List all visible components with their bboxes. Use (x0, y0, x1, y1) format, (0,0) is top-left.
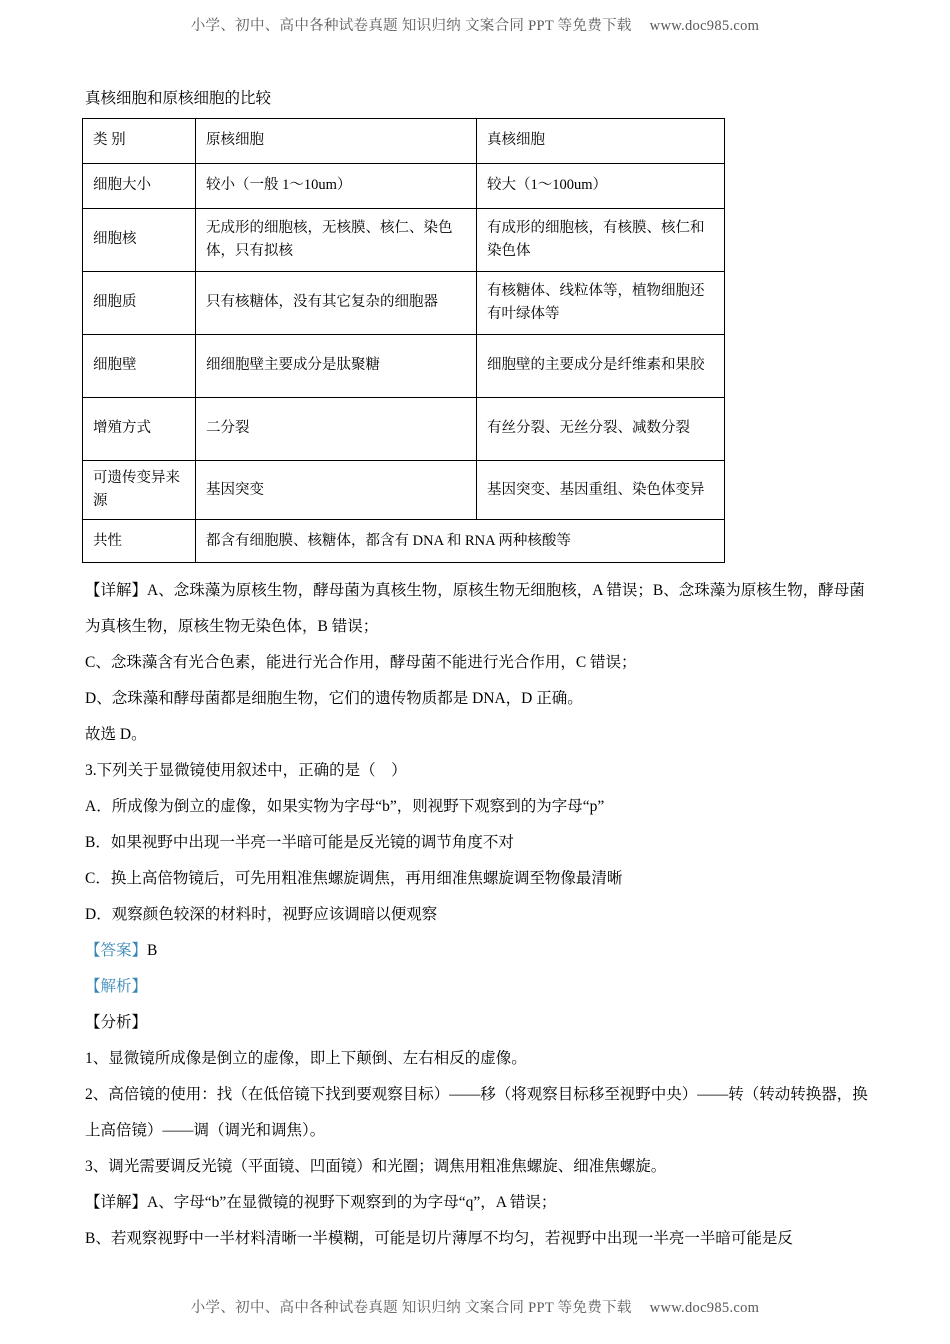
option-d: D．观察颜色较深的材料时，视野应该调暗以便观察 (85, 906, 438, 924)
table-title: 真核细胞和原核细胞的比较 (85, 90, 272, 107)
table-header-row (83, 119, 725, 164)
footer-promo-text: 小学、初中、高中各种试卷真题 知识归纳 文案合同 PPT 等免费下载 (190, 1300, 632, 1316)
option-a: A．所成像为倒立的虚像，如果实物为字母“b”，则视野下观察到的为字母“p” (85, 798, 605, 816)
row-prokaryote: 细细胞壁主要成分是肽聚糖 (196, 335, 477, 398)
row-prokaryote: 二分裂 (196, 398, 477, 461)
row-eukaryote: 较大（1～100um） (477, 164, 725, 209)
row-eukaryote: 有成形的细胞核，有核膜、核仁和染色体 (477, 209, 725, 272)
detail-paragraph-3: B、若观察视野中一半材料清晰一半模糊，可能是切片薄厚不均匀，若视野中出现一半亮一半暗可能是反 (85, 1230, 793, 1248)
row-eukaryote: 基因突变、基因重组、染色体变异 (477, 461, 725, 520)
row-label: 细胞大小 (83, 164, 196, 209)
option-analysis-c: C、念珠藻含有光合色素，能进行光合作用，酵母菌不能进行光合作用，C 错误； (85, 654, 637, 672)
header-promo-text: 小学、初中、高中各种试卷真题 知识归纳 文案合同 PPT 等免费下载 (190, 18, 632, 34)
option-c: C．换上高倍物镜后，可先用粗准焦螺旋调焦，再用细准焦螺旋调至物像最清晰 (85, 870, 623, 888)
page-footer (0, 1296, 950, 1317)
option-analysis-d: D、念珠藻和酵母菌都是细胞生物，它们的遗传物质都是 DNA，D 正确。 (85, 690, 583, 708)
row-label: 细胞壁 (83, 335, 196, 398)
row-label: 细胞质 (83, 272, 196, 335)
question-line: 3.下列关于显微镜使用叙述中，正确的是（ ） (85, 762, 407, 780)
answer-value: B (147, 942, 158, 960)
table-row (83, 398, 725, 461)
analysis-label: 【解析】 (85, 978, 148, 996)
table-row (83, 335, 725, 398)
row-eukaryote: 细胞壁的主要成分是纤维素和果胶 (477, 335, 725, 398)
row-common-value: 都含有细胞膜、核糖体，都含有 DNA 和 RNA 两种核酸等 (196, 520, 725, 563)
cell-comparison-table (82, 118, 725, 563)
row-prokaryote: 只有核糖体，没有其它复杂的细胞器 (196, 272, 477, 335)
table-common-row (83, 520, 725, 563)
answer-line (85, 933, 875, 969)
explanation-section (85, 573, 875, 1257)
analysis-line (85, 969, 875, 1005)
detail-paragraph: 【详解】A、念珠藻为原核生物，酵母菌为真核生物，原核生物无细胞核，A 错误；B、念珠藻为原核生物，酵母菌为真核生物，原核生物无染色体，B 错误； (85, 582, 865, 636)
analysis-point-3: 3、调光需要调反光镜（平面镜、凹面镜）和光圈；调焦用粗准焦螺旋、细准焦螺旋。 (85, 1158, 667, 1176)
answer-label: 【答案】 (85, 942, 148, 960)
table-row (83, 272, 725, 335)
row-prokaryote: 基因突变 (196, 461, 477, 520)
analysis-point-1: 1、显微镜所成像是倒立的虚像，即上下颠倒、左右相反的虚像。 (85, 1050, 527, 1068)
conclusion-line: 故选 D。 (85, 726, 147, 744)
footer-site-url: www.doc985.com (649, 1300, 760, 1316)
row-prokaryote: 无成形的细胞核，无核膜、核仁、染色体，只有拟核 (196, 209, 477, 272)
header-cell-category: 类 别 (83, 119, 196, 164)
header-site-url: www.doc985.com (649, 18, 760, 34)
row-label: 共性 (83, 520, 196, 563)
header-cell-prokaryote: 原核细胞 (196, 119, 477, 164)
analysis-point-2: 2、高倍镜的使用：找（在低倍镜下找到要观察目标）——移（将观察目标移至视野中央）——转（转动转换器，换上高倍镜）——调（调光和调焦）。 (85, 1086, 868, 1140)
row-label: 细胞核 (83, 209, 196, 272)
analysis-heading: 【分析】 (85, 1014, 148, 1032)
header-cell-eukaryote: 真核细胞 (477, 119, 725, 164)
row-eukaryote: 有丝分裂、无丝分裂、减数分裂 (477, 398, 725, 461)
detail-paragraph-2: 【详解】A、字母“b”在显微镜的视野下观察到的为字母“q”，A 错误； (85, 1194, 557, 1212)
row-prokaryote: 较小（一般 1～10um） (196, 164, 477, 209)
document-body (85, 86, 875, 1257)
table-row (83, 164, 725, 209)
page-header (0, 14, 950, 35)
option-b: B．如果视野中出现一半亮一半暗可能是反光镜的调节角度不对 (85, 834, 514, 852)
table-row (83, 461, 725, 520)
table-row (83, 209, 725, 272)
row-label: 增殖方式 (83, 398, 196, 461)
row-label: 可遗传变异来源 (83, 461, 196, 520)
row-eukaryote: 有核糖体、线粒体等，植物细胞还有叶绿体等 (477, 272, 725, 335)
